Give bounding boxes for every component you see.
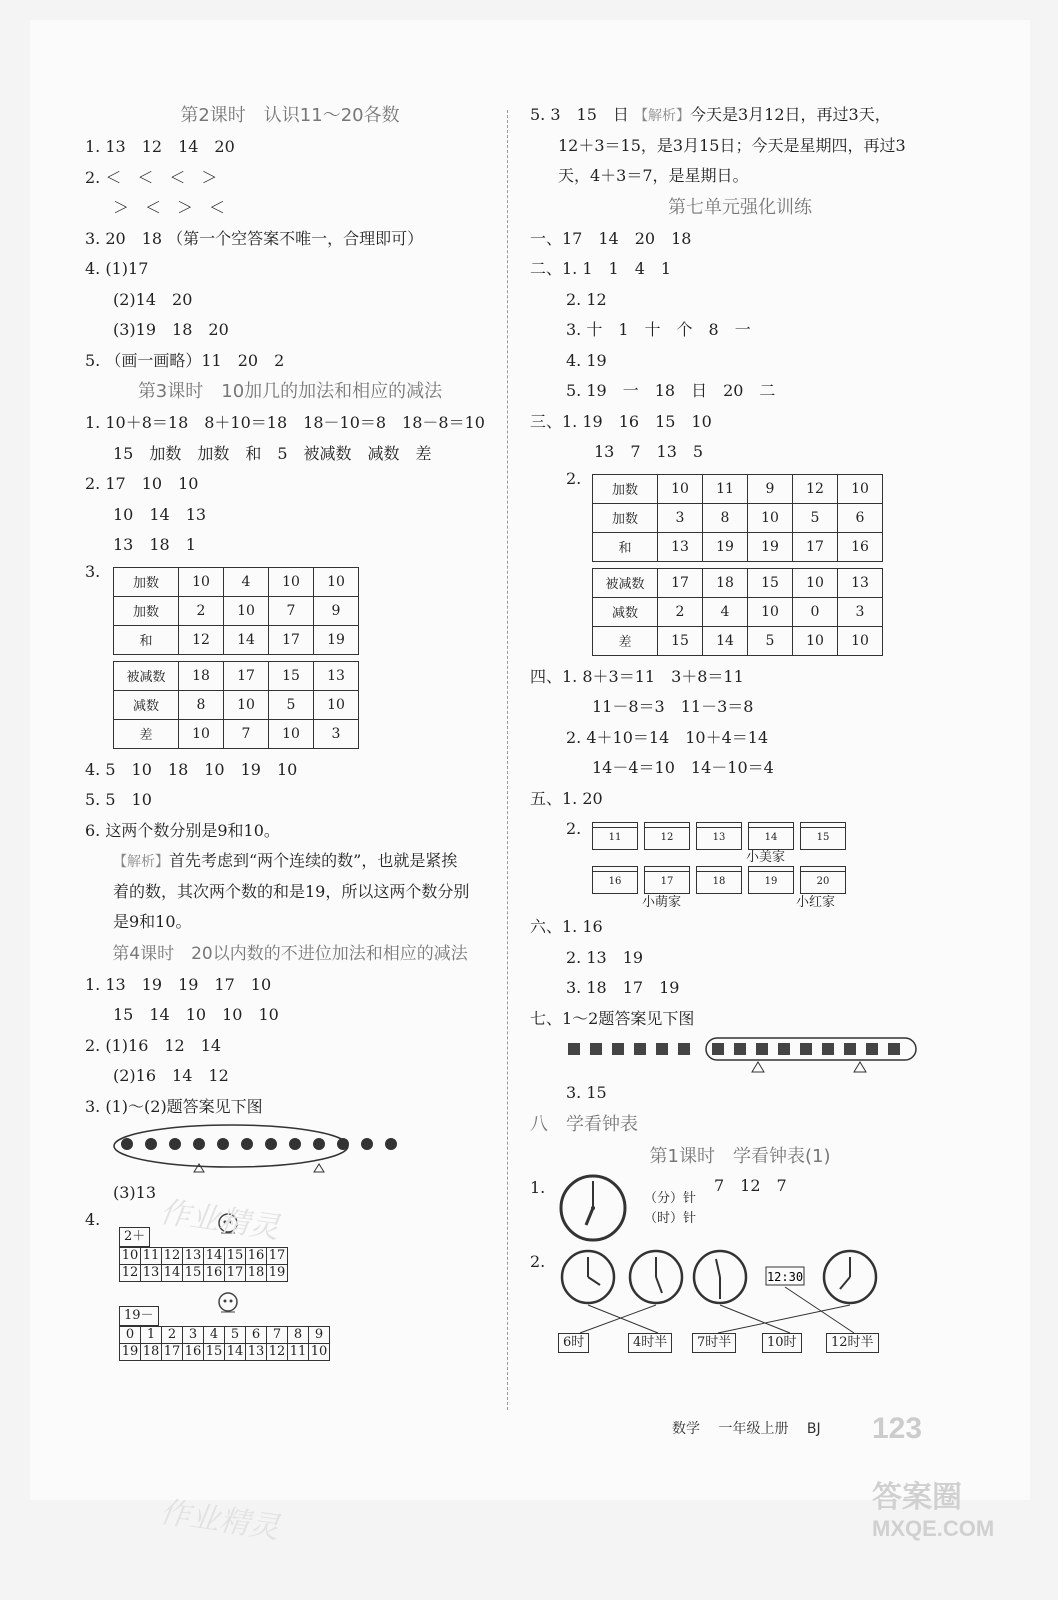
table-cell: 3 <box>658 503 703 532</box>
answer-line: 3. 15 <box>566 1083 607 1102</box>
unit-7-title: 第七单元强化训练 <box>668 196 812 218</box>
q2-clocks-block <box>530 1247 950 1357</box>
lesson-3-title: 第3课时 10加几的加法和相应的减法 <box>137 381 443 402</box>
strip-operator-box: 19－ <box>119 1306 159 1326</box>
q1-clock-block <box>530 1173 950 1247</box>
table-cell: 10 <box>838 626 883 655</box>
answer-line: (2)16 14 12 <box>113 1066 229 1085</box>
house-box: 15 <box>800 822 846 850</box>
addition-table <box>592 474 883 562</box>
table-cell: 15 <box>748 568 793 597</box>
table-cell: 6 <box>838 503 883 532</box>
strip-cell: 19 <box>267 1264 288 1281</box>
table-cell: 15 <box>269 661 314 690</box>
strip-cell: 13 <box>246 1343 267 1360</box>
table-row <box>120 1326 330 1343</box>
table-row <box>114 690 359 719</box>
watermark: 作业精灵 <box>157 1494 282 1547</box>
house-box: 19 <box>748 866 794 894</box>
table-cell: 和 <box>114 625 179 654</box>
answer-line: 2. 17 10 10 <box>85 474 199 493</box>
answer-line: 5. （画一画略）11 20 2 <box>85 350 285 370</box>
table-cell: 5 <box>748 626 793 655</box>
house-box: 14 <box>748 822 794 850</box>
table-cell: 2 <box>179 596 224 625</box>
table-cell: 10 <box>224 690 269 719</box>
explanation-line <box>85 846 495 877</box>
time-label-box: 4时半 <box>628 1333 672 1353</box>
table-cell: 13 <box>314 661 359 690</box>
house-labels-row <box>592 894 950 912</box>
table-cell: 0 <box>793 597 838 626</box>
table-cell: 17 <box>224 661 269 690</box>
answer-line: 10 14 13 <box>113 504 207 524</box>
house-box: 12 <box>644 822 690 850</box>
answer-line: 五、1. 20 <box>530 788 603 808</box>
answer-text: 5. 3 15 日 <box>530 105 634 124</box>
house-box: 18 <box>696 866 742 894</box>
table-cell: 9 <box>748 474 793 503</box>
house-label: 小美家 <box>746 850 786 865</box>
house-box: 17 <box>644 866 690 894</box>
edition: BJ <box>806 1421 821 1437</box>
lesson-2-title: 第2课时 认识11～20各数 <box>180 105 400 126</box>
table-cell: 差 <box>593 626 658 655</box>
answer-line: 13 18 1 <box>113 535 196 554</box>
answer-line: 6. 这两个数分别是9和10。 <box>85 820 280 840</box>
answer-line: 二、1. 1 1 4 1 <box>530 259 672 278</box>
clock-hands <box>588 1257 850 1299</box>
strip-cell: 14 <box>162 1264 183 1281</box>
table-row <box>593 597 883 626</box>
table-cell: 10 <box>658 474 703 503</box>
table-row <box>120 1247 288 1264</box>
strip-cell: 4 <box>204 1326 225 1343</box>
strip-cell: 15 <box>204 1343 225 1360</box>
answer-line: 15 14 10 10 10 <box>113 1005 279 1024</box>
table-cell: 10 <box>838 474 883 503</box>
table-cell: 加数 <box>114 567 179 596</box>
question-number: 2. <box>566 468 582 488</box>
strip-cell: 19 <box>120 1343 141 1360</box>
table-cell: 18 <box>703 568 748 597</box>
answer-line: 5. 5 10 <box>85 790 152 809</box>
column-divider <box>507 110 508 1410</box>
answer-line: 15 加数 加数 和 5 被减数 减数 差 <box>113 443 432 463</box>
ladybug-group-figure <box>113 1122 443 1174</box>
explanation-tag: 【解析】 <box>113 854 169 870</box>
unit-8-title: 八 学看钟表 <box>530 1113 638 1135</box>
strip-cell: 13 <box>141 1264 162 1281</box>
triangle-marker-icon <box>854 1062 866 1072</box>
question-number: 3. <box>85 561 101 581</box>
strip-cell: 7 <box>267 1326 288 1343</box>
strip-cell: 1 <box>141 1326 162 1343</box>
explanation-text: 今天是3月12日，再过3天， <box>689 105 891 124</box>
answer-line: 14－4＝10 14－10＝4 <box>592 758 774 777</box>
answer-line: 七、1～2题答案见下图 <box>530 1008 695 1028</box>
table-cell: 和 <box>593 532 658 561</box>
strip-cell: 9 <box>309 1326 330 1343</box>
strip-cell: 11 <box>288 1343 309 1360</box>
answer-line: 1. 13 19 19 17 10 <box>85 974 272 994</box>
table-row <box>593 503 883 532</box>
answer-line: 四、1. 8＋3＝11 3＋8＝11 <box>530 666 744 686</box>
table-row <box>114 567 359 596</box>
number-strip-2 <box>119 1304 495 1361</box>
strip-cell: 8 <box>288 1326 309 1343</box>
answer-line: 1. 13 12 14 20 <box>85 137 235 156</box>
table-cell: 11 <box>703 474 748 503</box>
answer-line: 4. 19 <box>566 350 607 370</box>
table-cell: 10 <box>179 719 224 748</box>
table-cell: 12 <box>793 474 838 503</box>
house-label: 小红家 <box>796 895 836 910</box>
explanation-tag: 【解析】 <box>633 108 690 124</box>
strip-cell: 17 <box>162 1343 183 1360</box>
house-label: 小萌家 <box>642 895 682 910</box>
number-strip-table <box>119 1247 288 1282</box>
clock-icon <box>558 1173 628 1243</box>
table-cell: 加数 <box>593 474 658 503</box>
table-cell: 7 <box>224 719 269 748</box>
table-cell: 18 <box>179 661 224 690</box>
table-row <box>593 568 883 597</box>
answer-line: 12＋3＝15，是3月15日；今天是星期四，再过3 <box>558 135 906 155</box>
strip-cell: 13 <box>183 1247 204 1264</box>
brand-name: 答案圈 <box>872 1481 962 1514</box>
answer-line: 3. 18 17 19 <box>566 978 680 997</box>
answer-line: 一、17 14 20 18 <box>530 228 692 248</box>
table-row <box>593 532 883 561</box>
answer-line: 13 7 13 5 <box>594 442 704 461</box>
table-row <box>114 661 359 690</box>
table-cell: 5 <box>269 690 314 719</box>
table-cell: 10 <box>793 626 838 655</box>
table-cell: 8 <box>703 503 748 532</box>
time-label-box: 12时半 <box>826 1333 879 1353</box>
houses-row <box>592 866 950 894</box>
table-cell: 10 <box>793 568 838 597</box>
strip-cell: 12 <box>120 1264 141 1281</box>
table-cell: 被减数 <box>593 568 658 597</box>
explanation-text: 首先考虑到“两个连续的数”，也就是紧挨 <box>169 851 458 870</box>
strip-cell: 15 <box>183 1264 204 1281</box>
strip-cell: 3 <box>183 1326 204 1343</box>
table-cell: 19 <box>748 532 793 561</box>
subtraction-table <box>592 568 883 656</box>
minute-hand-label: （分）针 <box>644 1190 697 1206</box>
strip-cell: 12 <box>162 1247 183 1264</box>
table-cell: 10 <box>269 719 314 748</box>
right-column <box>530 100 950 1357</box>
subtraction-table <box>113 661 359 749</box>
table-row <box>114 719 359 748</box>
explanation-line: 是9和10。 <box>113 912 192 931</box>
answer-line: 5. 19 一 18 日 20 二 <box>566 381 776 400</box>
table-cell: 17 <box>269 625 314 654</box>
table-cell: 4 <box>224 567 269 596</box>
table-cell: 10 <box>314 567 359 596</box>
strip-cell: 16 <box>246 1247 267 1264</box>
answer-line: 11－8＝3 11－3＝8 <box>592 697 754 716</box>
bug-icons <box>121 1138 397 1150</box>
strip-operator-box: 2＋ <box>119 1227 150 1247</box>
triangle-marker-icon <box>314 1164 324 1172</box>
table-cell: 13 <box>658 532 703 561</box>
answer-line: 2. 13 19 <box>566 947 644 967</box>
table-cell: 10 <box>179 567 224 596</box>
table-cell: 13 <box>838 568 883 597</box>
answer-line: 3. 20 18 （第一个空答案不唯一，合理即可） <box>85 228 424 248</box>
table-cell: 3 <box>314 719 359 748</box>
strip-cell: 18 <box>141 1343 162 1360</box>
hour-hand-label: （时）针 <box>644 1210 697 1226</box>
triangle-marker-icon <box>752 1062 764 1072</box>
table-row <box>120 1264 288 1281</box>
table-cell: 14 <box>703 626 748 655</box>
table-row <box>114 596 359 625</box>
table-cell: 被减数 <box>114 661 179 690</box>
strip-cell: 10 <box>309 1343 330 1360</box>
strip-cell: 10 <box>120 1247 141 1264</box>
table-cell: 5 <box>793 503 838 532</box>
answer-line: 1. 10＋8＝18 8＋10＝18 18－10＝8 18－8＝10 <box>85 413 485 432</box>
lesson-1-title: 第1课时 学看钟表(1) <box>649 1145 831 1167</box>
strip-cell: 5 <box>225 1326 246 1343</box>
table-cell: 10 <box>314 690 359 719</box>
answer-line: 3. 十 1 十 个 8 一 <box>566 320 751 339</box>
answer-line: 2. ＜ ＜ ＜ ＞ <box>85 167 218 187</box>
answer-line: 天，4＋3＝7，是星期日。 <box>558 166 749 185</box>
table-cell: 10 <box>224 596 269 625</box>
strip-cell: 6 <box>246 1326 267 1343</box>
strip-cell: 18 <box>246 1264 267 1281</box>
grade: 一年级上册 <box>718 1421 789 1437</box>
digital-clock-text: 12:30 <box>766 1269 804 1284</box>
houses-figure <box>592 822 950 912</box>
answer-line: (2)14 20 <box>113 289 193 309</box>
table-cell: 3 <box>838 597 883 626</box>
time-labels-row <box>558 1333 898 1353</box>
table-cell: 15 <box>658 626 703 655</box>
strip-cell: 0 <box>120 1326 141 1343</box>
house-box: 16 <box>592 866 638 894</box>
table-cell: 19 <box>314 625 359 654</box>
table-cell: 8 <box>179 690 224 719</box>
answer-line: ＞ ＜ ＞ ＜ <box>113 198 226 217</box>
table-cell: 差 <box>114 719 179 748</box>
table-cell: 加数 <box>114 596 179 625</box>
answer-line: 4. (1)17 <box>85 259 149 278</box>
monkey-icon <box>213 1290 243 1320</box>
page-number: 123 <box>872 1412 923 1445</box>
table-cell: 7 <box>269 596 314 625</box>
table-cell: 14 <box>224 625 269 654</box>
table-row <box>593 474 883 503</box>
table-row <box>593 626 883 655</box>
table-row <box>120 1343 330 1360</box>
strip-cell: 14 <box>225 1343 246 1360</box>
time-label-box: 7时半 <box>692 1333 736 1353</box>
table-cell: 4 <box>703 597 748 626</box>
table-cell: 10 <box>269 567 314 596</box>
table-cell: 10 <box>748 597 793 626</box>
table-cell: 12 <box>179 625 224 654</box>
table-cell: 减数 <box>114 690 179 719</box>
strip-cell: 11 <box>141 1247 162 1264</box>
watermark: 作业精灵 <box>157 1194 282 1247</box>
brand-logo <box>872 1472 994 1542</box>
triangle-marker-icon <box>194 1164 204 1172</box>
question-number: 1. <box>530 1177 546 1197</box>
table-cell: 加数 <box>593 503 658 532</box>
answer-line: 2. 12 <box>566 289 607 309</box>
answer-line: (3)19 18 20 <box>113 320 229 339</box>
answer-line: 3. (1)～(2)题答案见下图 <box>85 1096 263 1116</box>
answer-line: (3)13 <box>113 1183 157 1202</box>
question-number: 4. <box>85 1209 101 1229</box>
strip-cell: 17 <box>225 1264 246 1281</box>
strip-cell: 16 <box>183 1343 204 1360</box>
q1-answer: 7 12 7 <box>714 1175 787 1195</box>
table-cell: 9 <box>314 596 359 625</box>
left-column <box>85 100 495 1361</box>
strip-cell: 2 <box>162 1326 183 1343</box>
answer-line: 2. (1)16 12 14 <box>85 1035 222 1055</box>
subject: 数学 <box>672 1421 700 1437</box>
table-cell: 10 <box>748 503 793 532</box>
matching-lines <box>580 1287 854 1333</box>
explanation-line: 着的数，其次两个数的和是19，所以这两个数分别 <box>113 881 470 901</box>
table-row <box>114 625 359 654</box>
animal-icons <box>568 1043 900 1055</box>
answer-line: 2. <box>566 819 582 838</box>
strip-cell: 17 <box>267 1247 288 1264</box>
strip-cell: 16 <box>204 1264 225 1281</box>
answer-line: 2. 4＋10＝14 10＋4＝14 <box>566 727 769 747</box>
addition-table <box>113 567 359 655</box>
hedgehog-group-figure <box>564 1034 924 1074</box>
answer-line: 六、1. 16 <box>530 917 603 936</box>
table-cell: 19 <box>703 532 748 561</box>
answer-line <box>530 100 950 131</box>
house-box: 20 <box>800 866 846 894</box>
house-box: 11 <box>592 822 638 850</box>
answer-line: 4. 5 10 18 10 19 10 <box>85 759 298 779</box>
lesson-4-title: 第4课时 20以内数的不进位加法和相应的减法 <box>112 943 468 964</box>
number-strip-table <box>119 1326 330 1361</box>
table-cell: 17 <box>793 532 838 561</box>
strip-cell: 12 <box>267 1343 288 1360</box>
question-number: 2. <box>530 1251 546 1271</box>
table-cell: 减数 <box>593 597 658 626</box>
table-cell: 16 <box>838 532 883 561</box>
house-box: 13 <box>696 822 742 850</box>
strip-cell: 14 <box>204 1247 225 1264</box>
strip-cell: 15 <box>225 1247 246 1264</box>
houses-row <box>592 822 950 850</box>
time-label-box: 10时 <box>762 1333 802 1353</box>
table-cell: 17 <box>658 568 703 597</box>
time-label-box: 6时 <box>558 1333 589 1353</box>
page-footer <box>672 1418 821 1438</box>
brand-url: MXQE.COM <box>872 1516 995 1541</box>
answer-line: 三、1. 19 16 15 10 <box>530 411 712 431</box>
table-cell: 2 <box>658 597 703 626</box>
